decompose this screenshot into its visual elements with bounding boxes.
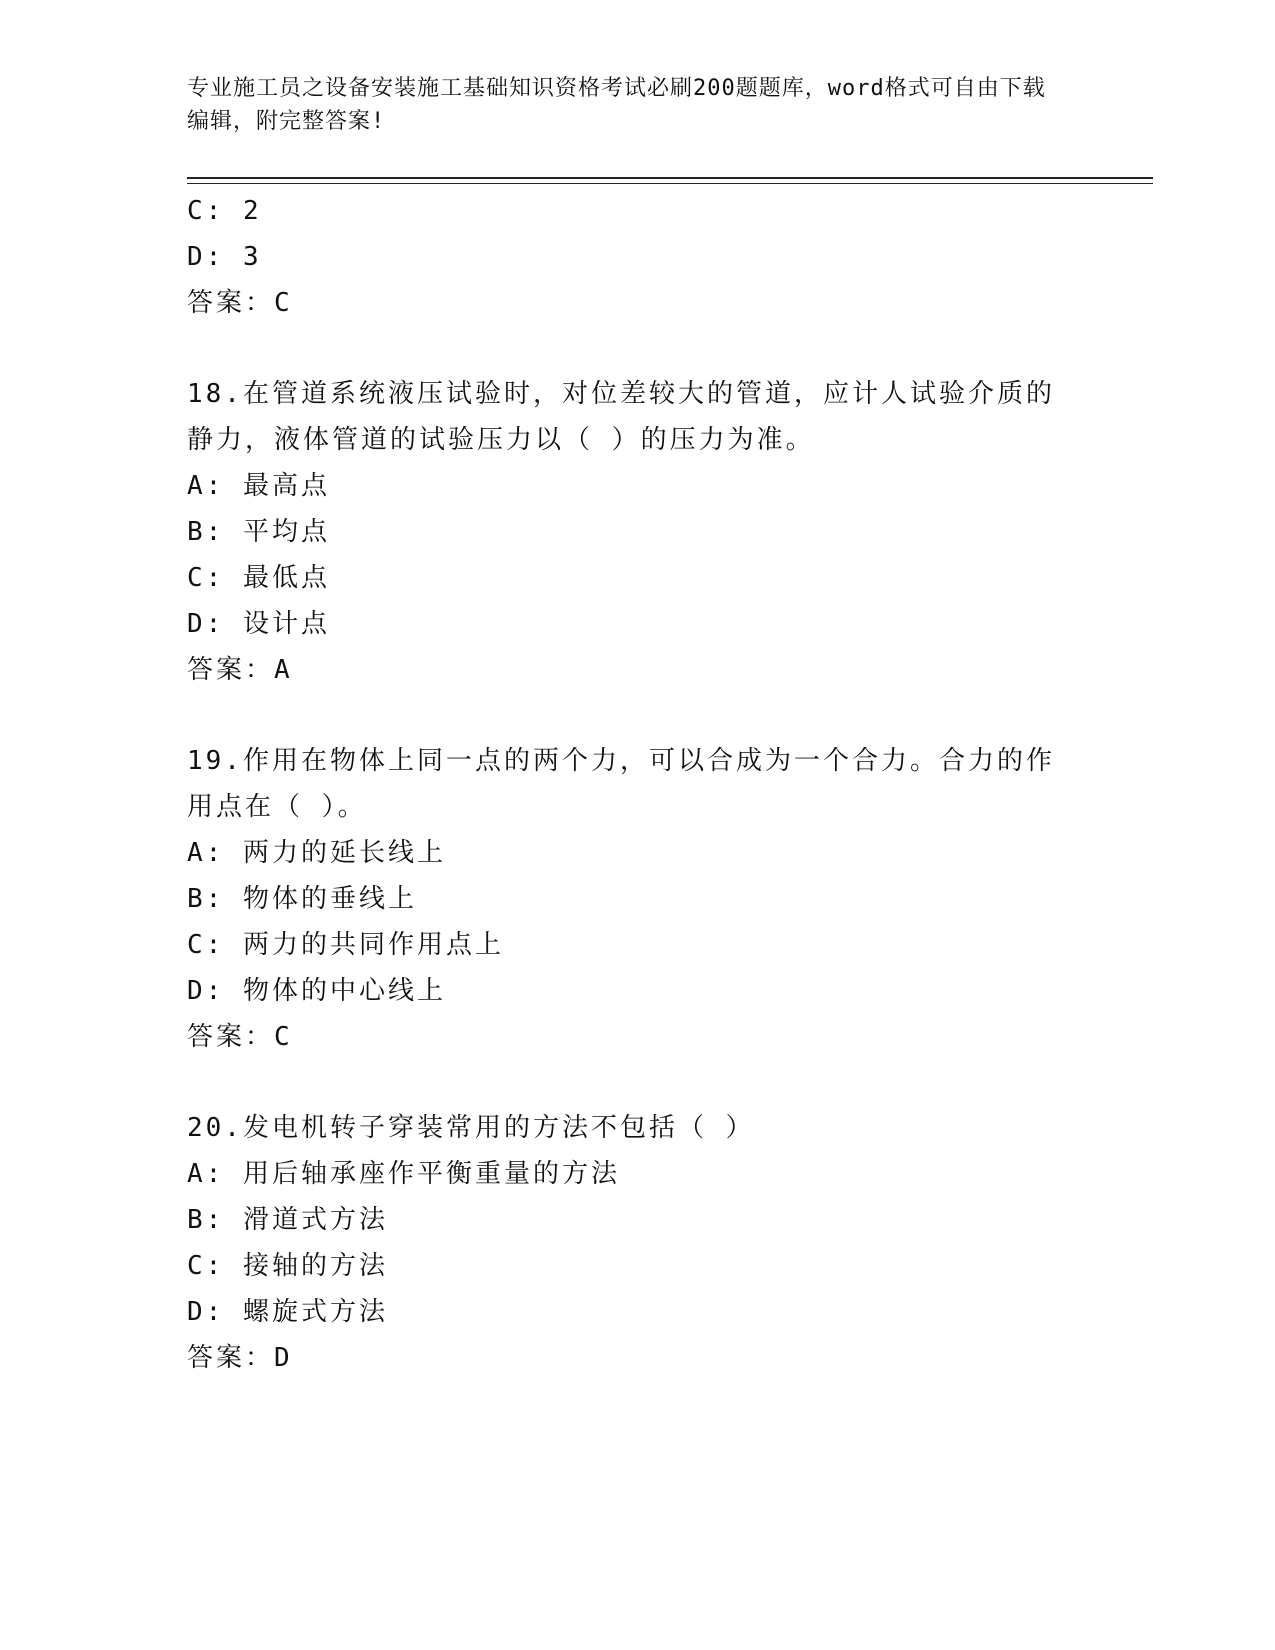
option-label: D:	[187, 609, 225, 639]
option-text: 接轴的方法	[242, 1251, 388, 1281]
option-label: D:	[187, 242, 225, 272]
answer-line: 答案：A	[187, 655, 293, 685]
option-text: 物体的中心线上	[242, 976, 446, 1006]
option-label: D:	[187, 976, 225, 1006]
question-content	[187, 188, 1087, 1381]
option-label: A:	[187, 838, 225, 868]
question-20	[187, 1105, 1087, 1381]
spacer	[187, 326, 1087, 371]
option-text: 2	[242, 196, 262, 226]
option-c	[187, 555, 1087, 601]
option-b	[187, 876, 1087, 922]
option-d	[187, 601, 1087, 647]
option-text: 平均点	[242, 517, 330, 547]
spacer	[187, 1060, 1087, 1105]
option-label: C:	[187, 930, 225, 960]
option-text: 螺旋式方法	[242, 1297, 388, 1327]
header-rule-thin	[187, 183, 1153, 184]
header-rule-thick	[187, 177, 1153, 179]
option-b	[187, 1197, 1087, 1243]
option-text: 最低点	[242, 563, 330, 593]
option-label: B:	[187, 1205, 225, 1235]
option-a	[187, 463, 1087, 509]
option-label: B:	[187, 884, 225, 914]
answer-line: 答案：D	[187, 1343, 293, 1373]
spacer	[187, 693, 1087, 738]
option-label: D:	[187, 1297, 225, 1327]
option-label: C:	[187, 563, 225, 593]
option-c	[187, 922, 1087, 968]
option-label: A:	[187, 1159, 225, 1189]
question-text: 18.在管道系统液压试验时，对位差较大的管道，应计人试验介质的静力，液体管道的试验压力以（ ）的压力为准。	[187, 379, 1055, 455]
question-19	[187, 738, 1087, 1060]
question-text: 19.作用在物体上同一点的两个力，可以合成为一个合力。合力的作用点在（ ）。	[187, 746, 1055, 822]
option-text: 设计点	[242, 609, 330, 639]
option-label: C:	[187, 1251, 225, 1281]
option-a	[187, 1151, 1087, 1197]
option-c	[187, 1243, 1087, 1289]
option-b	[187, 509, 1087, 555]
option-text: 3	[242, 242, 262, 272]
answer-line: 答案：C	[187, 288, 293, 318]
option-text: 两力的共同作用点上	[242, 930, 504, 960]
option-label: A:	[187, 471, 225, 501]
page-header: 专业施工员之设备安装施工基础知识资格考试必刷200题题库，word格式可自由下载编辑，附完整答案!	[187, 76, 1046, 134]
option-text: 物体的垂线上	[242, 884, 417, 914]
option-text: 用后轴承座作平衡重量的方法	[242, 1159, 620, 1189]
option-label: B:	[187, 517, 225, 547]
option-text: 最高点	[242, 471, 330, 501]
question-18	[187, 371, 1087, 693]
option-label: C:	[187, 196, 225, 226]
option-d	[187, 968, 1087, 1014]
option-a	[187, 830, 1087, 876]
option-text: 滑道式方法	[242, 1205, 388, 1235]
option-d	[187, 234, 1087, 280]
question-text: 20.发电机转子穿装常用的方法不包括（ ）	[187, 1113, 755, 1143]
answer-line: 答案：C	[187, 1022, 293, 1052]
option-d	[187, 1289, 1087, 1335]
prev-question	[187, 188, 1087, 326]
option-text: 两力的延长线上	[242, 838, 446, 868]
option-c	[187, 188, 1087, 234]
